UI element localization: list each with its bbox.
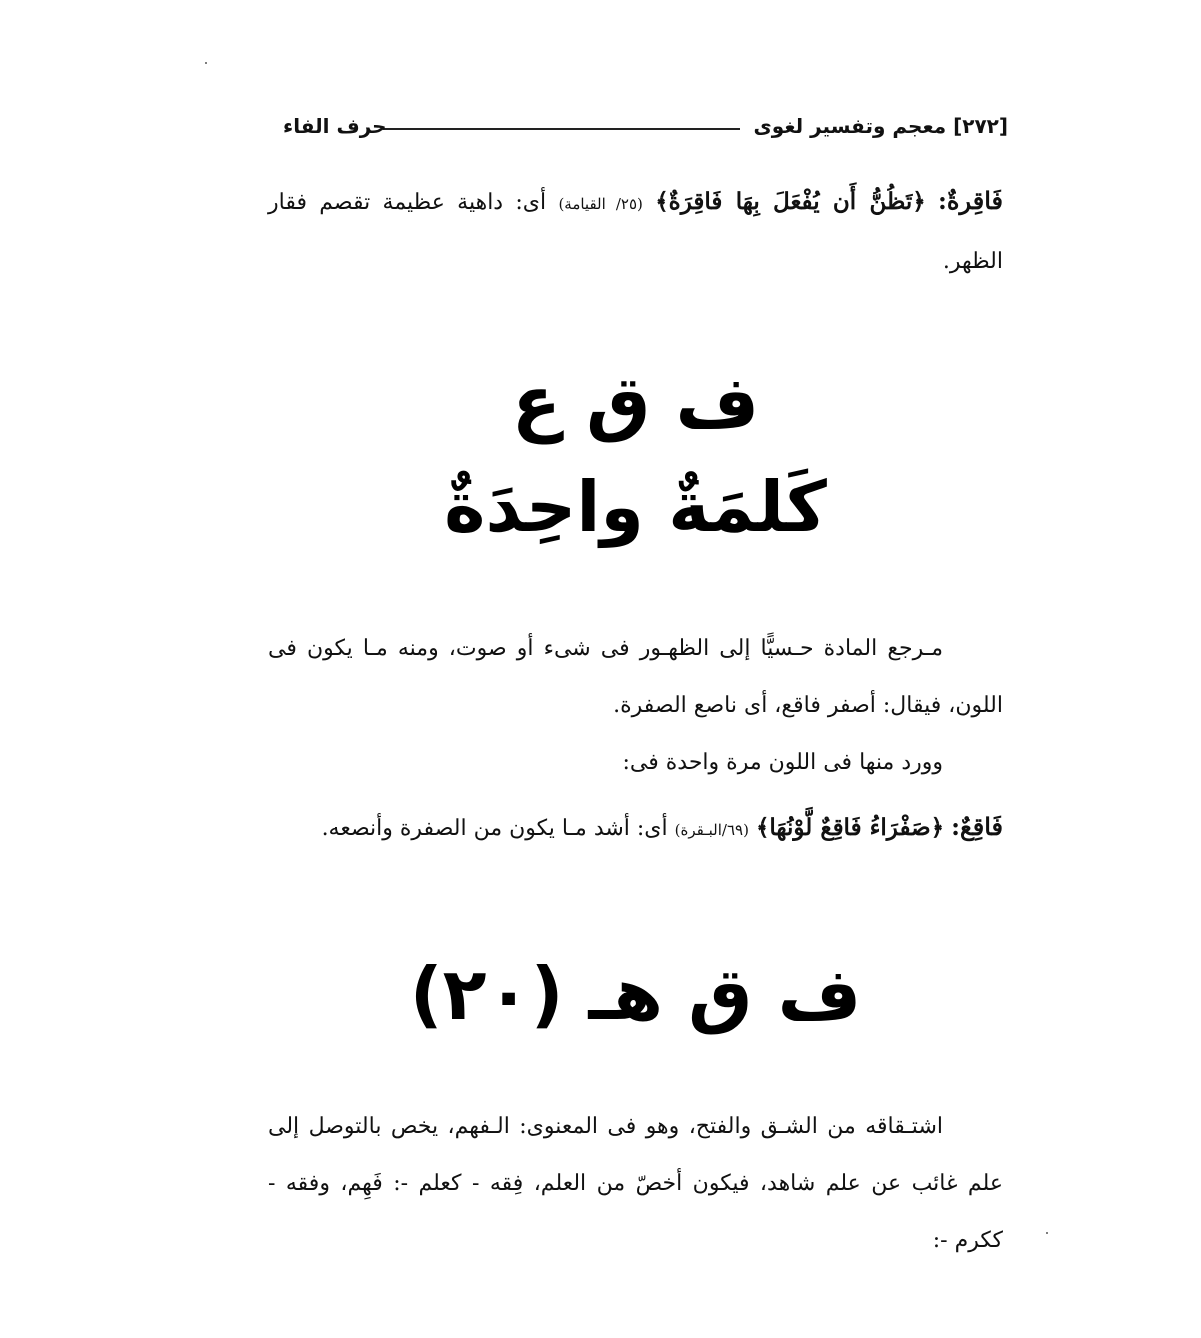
entry-word: فَاقِرةٌ:	[938, 186, 1003, 215]
entry-word: فَاقِعٌ:	[951, 812, 1003, 841]
root-heading: ف ق ع	[511, 360, 760, 444]
occurrence-intro: وورد منها فى اللون مرة واحدة فى:	[622, 750, 943, 775]
entry-faqi	[268, 798, 1003, 859]
root-subtitle: كَلمَةٌ واحِدَةٌ	[444, 466, 827, 548]
fqh-paragraph: اشتـقاقه من الشـق والفتح، وهو فى المعنوى: الـفهم، يخص بالتوصل إلى علم غائب عن علم شاهد، فيكون أخصّ من العلم، فِقه - كعلم -: فَهِم، وفقه - ككرم -:	[268, 1114, 1003, 1253]
scan-speck	[205, 62, 207, 64]
entry-faqira	[268, 172, 1003, 290]
running-header	[268, 108, 1008, 148]
page-number: [٢٧٢] معجم وتفسير لغوى	[753, 114, 1008, 138]
header-rule	[383, 128, 740, 130]
verse-reference: (٦٩/البـقرة)	[674, 821, 749, 839]
quran-verse: ﴿تَظُنُّ أَن يُفْعَلَ بِهَا فَاقِرَةٌ﴾	[655, 188, 926, 215]
root-heading-fqh: ف ق هـ (٢٠)	[409, 952, 862, 1036]
section-title: حرف الفاء	[283, 114, 387, 138]
root-meaning-paragraph: مـرجع المادة حـسيًّا إلى الظهـور فى شىء أو صوت، ومنه مـا يكون فى اللون، فيقال: أصفر فاقع، أى ناصع الصفرة.	[268, 636, 1003, 718]
verse-reference: (٢٥/ القيامة)	[558, 195, 643, 213]
scan-speck	[1046, 1232, 1048, 1234]
definition-text: أى: أشد مـا يكون من الصفرة وأنصعه.	[321, 816, 668, 841]
definition-text: أى: داهية عظيمة تقصم فقار الظهر.	[268, 190, 1003, 274]
quran-verse: ﴿صَفْرَاءُ فَاقِعٌ لَّوْنُهَا﴾	[755, 814, 945, 841]
